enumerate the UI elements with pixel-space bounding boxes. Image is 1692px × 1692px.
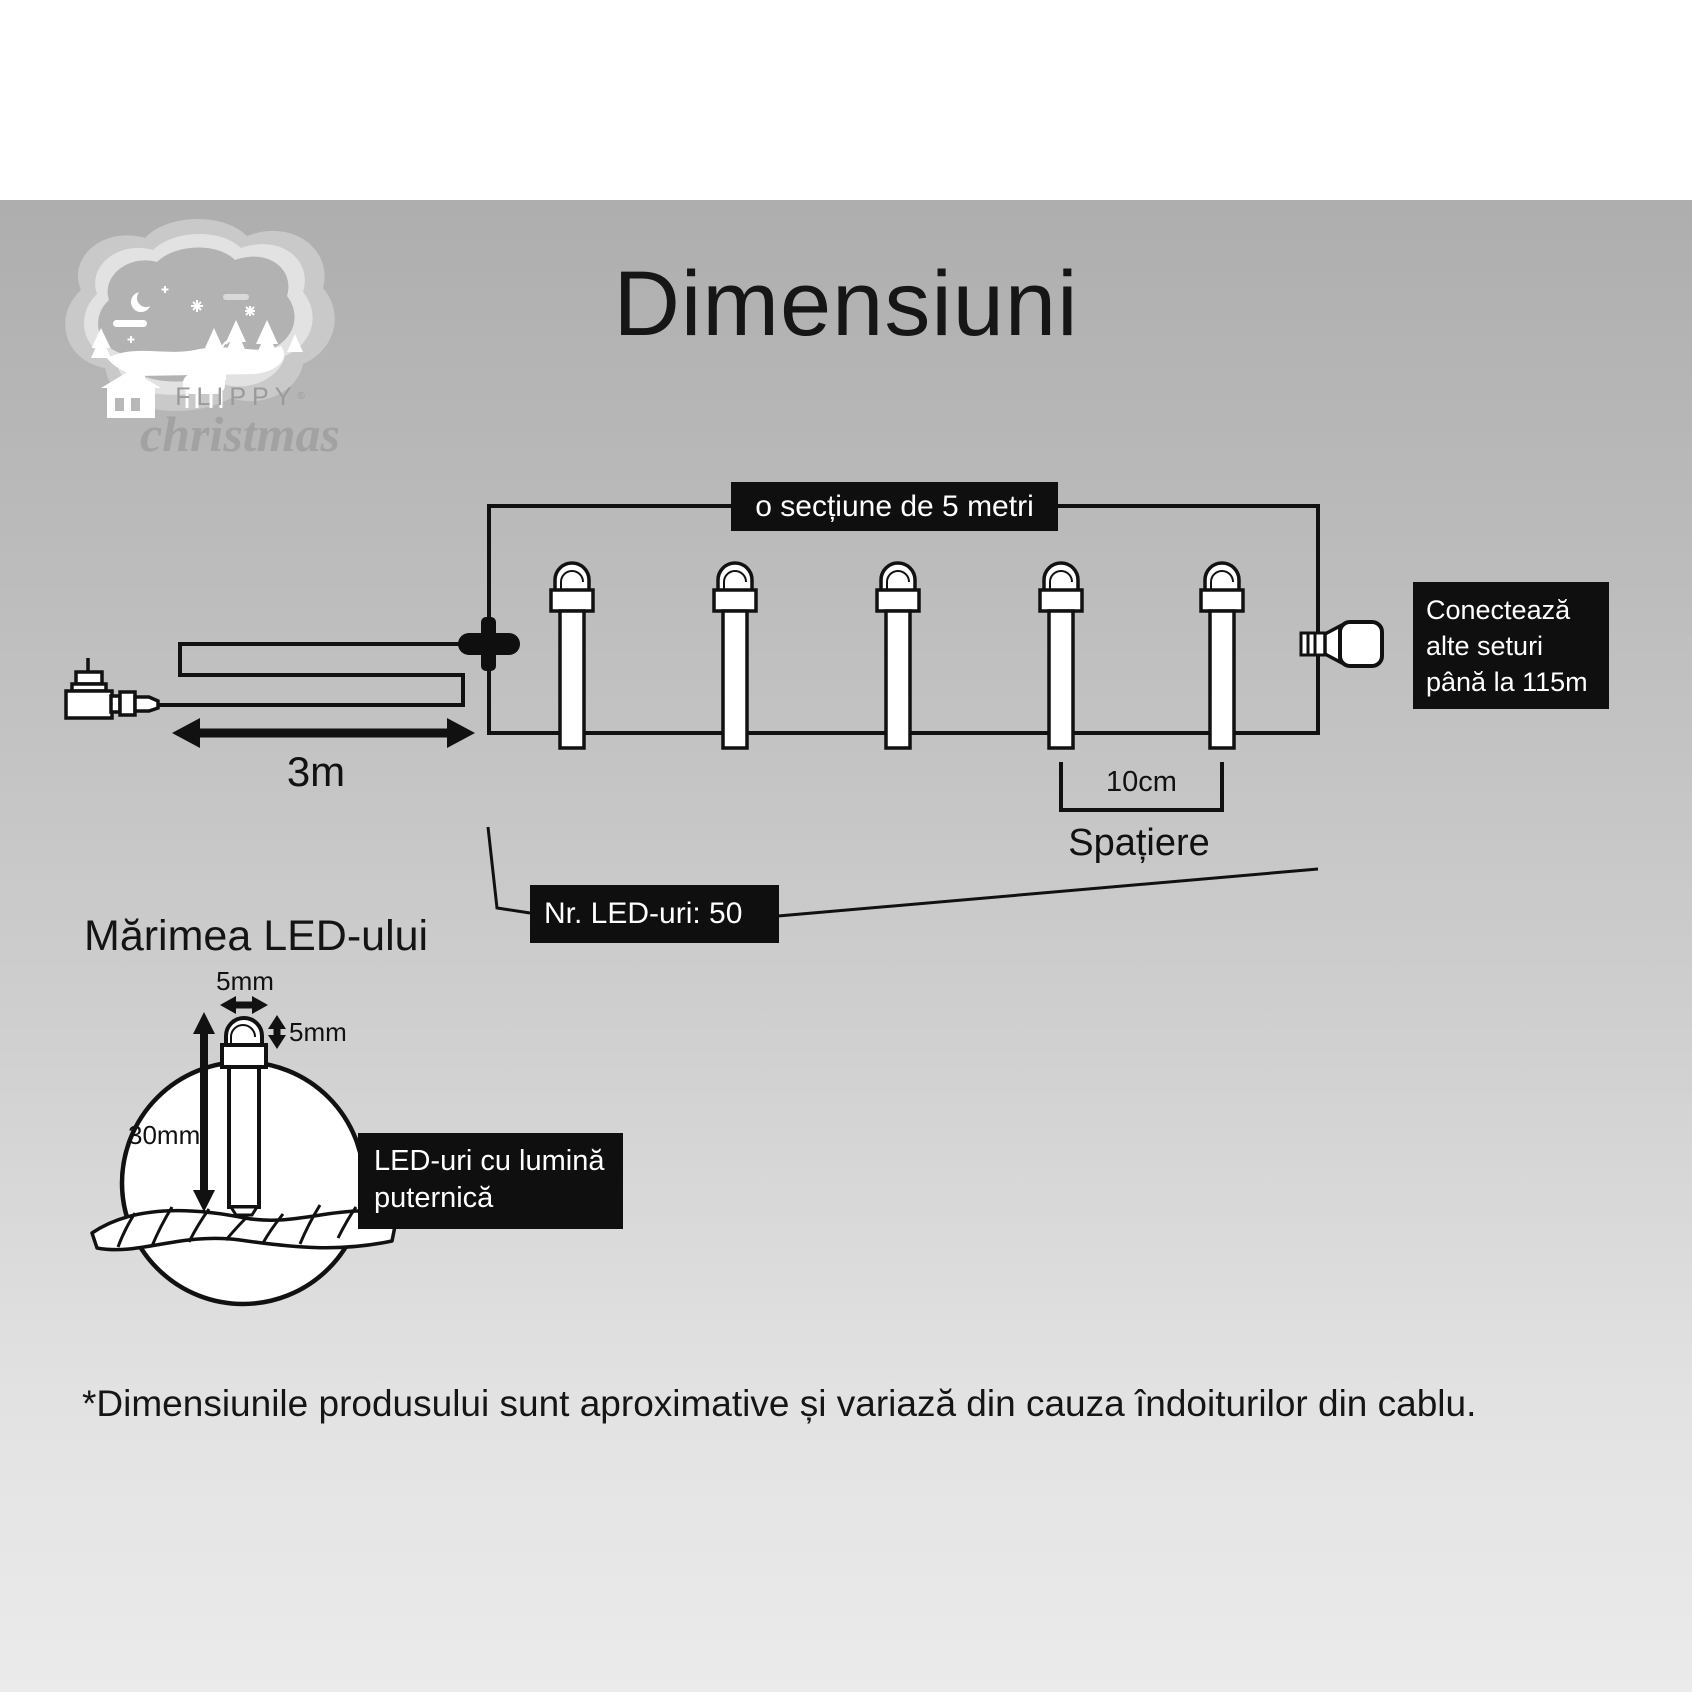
section-length-text: o secțiune de 5 metri: [755, 489, 1034, 523]
led-bulb-icon: [551, 563, 1243, 748]
plug-icon: [66, 658, 158, 718]
led-note-line2: puternică: [374, 1182, 494, 1214]
height-arrow: [268, 1015, 286, 1049]
ledcount-leader-left: [488, 827, 530, 913]
led-large-icon: [222, 1018, 266, 1215]
lead-length-label: 3m: [286, 748, 346, 795]
junction-icon: [458, 617, 520, 671]
spacing-value-label: 10cm: [1106, 766, 1177, 798]
led-size-heading: Mărimea LED-ului: [84, 912, 429, 960]
lead-length-arrow: [172, 718, 475, 748]
connector-note-line2: alte seturi: [1426, 631, 1544, 661]
led-count-label: [530, 885, 779, 943]
connector-note-label: [1413, 582, 1609, 709]
lead-wire: [158, 644, 489, 705]
ledcount-leader-right: [778, 869, 1318, 916]
led-width-label: 5mm: [216, 966, 274, 996]
brand-sub-name: christmas: [139, 406, 341, 462]
registered-mark: ®: [297, 391, 305, 402]
spacing-label: Spațiere: [1068, 822, 1210, 864]
led-count-text: Nr. LED-uri: 50: [544, 897, 743, 930]
led-length-label: 30mm: [128, 1120, 201, 1150]
led-note-line1: LED-uri cu lumină: [374, 1145, 605, 1177]
socket-icon: [1301, 622, 1382, 666]
width-arrow: [220, 996, 268, 1014]
led-height-label: 5mm: [289, 1017, 347, 1047]
connector-note-line1: Conectează: [1426, 595, 1571, 625]
connector-note-line3: până la 115m: [1426, 667, 1588, 697]
brand-name-text: FLIPPY: [175, 383, 298, 411]
page-title: Dimensiuni: [613, 253, 1079, 355]
disclaimer-text: *Dimensiunile produsului sunt aproximative și variază din cauza îndoiturilor din cablu.: [82, 1383, 1477, 1424]
section-length-label: [731, 482, 1058, 531]
led-note-label: [358, 1133, 623, 1229]
